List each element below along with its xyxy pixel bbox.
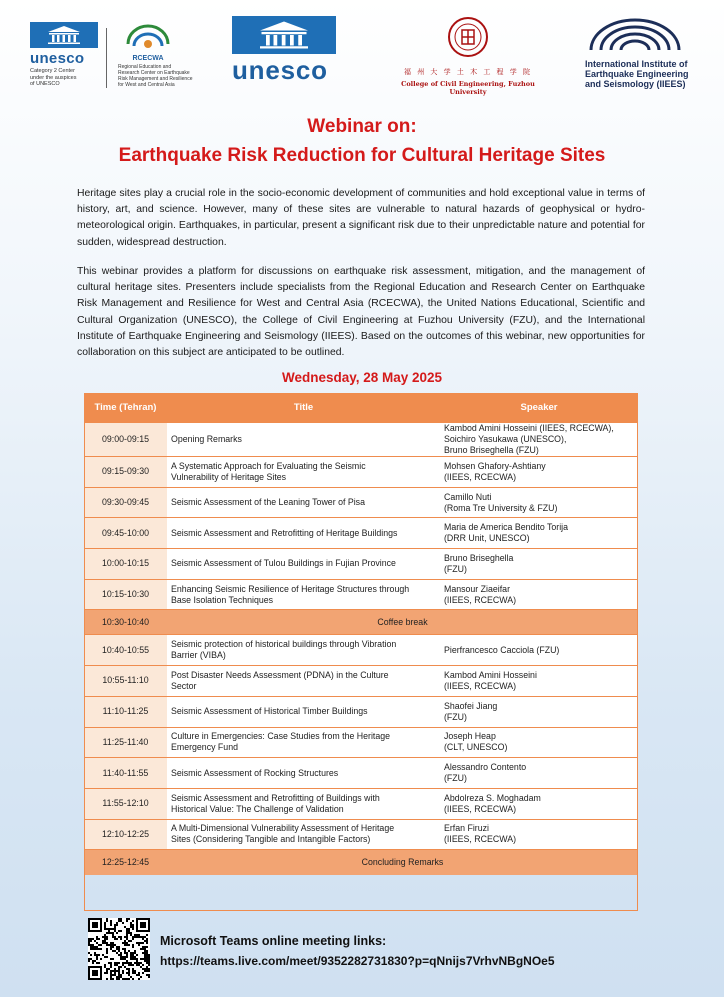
speaker-cell: [440, 819, 638, 850]
table-row: [84, 487, 638, 518]
table-row: [84, 518, 638, 549]
unesco-subtext: Category 2 Center under the auspices of UNESCO: [30, 68, 77, 87]
speaker-cell: [440, 666, 638, 697]
session-title-cell: Concluding Remarks: [167, 850, 638, 876]
session-title-cell: [167, 788, 440, 819]
time-cell: 11:40-11:55: [84, 758, 167, 789]
speaker-line: Pierfrancesco Cacciola (FZU): [444, 644, 560, 655]
speaker-cell: [440, 727, 638, 758]
speaker-line: Camillo Nuti: [444, 491, 492, 502]
speaker-cell: [440, 696, 638, 727]
time-cell: 10:00-10:15: [84, 549, 167, 580]
teams-meeting-link[interactable]: https://teams.live.com/meet/9352282731830?p=qNnijs7VrhvNBgNOe5: [160, 954, 555, 968]
table-row: [84, 819, 638, 850]
session-title-line: Opening Remarks: [171, 434, 242, 444]
speaker-line: Abdolreza S. Moghadam: [444, 792, 541, 803]
session-title-line: Base Isolation Techniques: [171, 594, 274, 605]
session-title-cell: [167, 457, 440, 488]
qr-code-icon: [88, 918, 150, 980]
rcecwa-emblem-icon: [118, 24, 178, 50]
table-band-row: [84, 610, 638, 635]
session-title-cell: [167, 819, 440, 850]
table-row: [84, 579, 638, 610]
column-header-speaker: Speaker: [440, 393, 638, 423]
time-cell: 10:15-10:30: [84, 579, 167, 610]
speaker-line: (DRR Unit, UNESCO): [444, 533, 530, 544]
speaker-cell: [440, 487, 638, 518]
speaker-cell: [440, 549, 638, 580]
time-cell: 09:00-09:15: [84, 423, 167, 457]
logo-divider: [106, 28, 107, 88]
session-title-cell: [167, 579, 440, 610]
session-title-line: Seismic Assessment and Retrofitting of Buildings with: [171, 792, 380, 803]
rcecwa-subtext: Regional Education and Research Center on Earthquake Risk Management and Resilience for West and Central Asia: [118, 64, 193, 88]
fzu-chinese-name: 福 州 大 学 土 木 工 程 学 院: [403, 68, 533, 76]
speaker-line: (FZU): [444, 563, 467, 574]
speaker-line: (IIEES, RCECWA): [444, 803, 517, 814]
speaker-cell: [440, 635, 638, 666]
time-cell: 12:10-12:25: [84, 819, 167, 850]
session-title-cell: [167, 635, 440, 666]
session-title-cell: Coffee break: [167, 610, 638, 635]
session-title-line: Historical Value: The Challenge of Validation: [171, 803, 344, 814]
speaker-line: Kambod Amini Hosseini (IIEES, RCECWA),: [444, 423, 614, 433]
session-title-line: A Systematic Approach for Evaluating the Seismic: [171, 460, 366, 471]
session-title-cell: [167, 423, 440, 457]
webinar-heading: Webinar on:: [307, 116, 417, 137]
session-title-line: Seismic protection of historical buildings through Vibration: [171, 639, 397, 650]
table-row: [84, 457, 638, 488]
table-row: [84, 423, 638, 457]
speaker-line: (CLT, UNESCO): [444, 742, 508, 753]
fzu-seal-icon: [447, 16, 489, 58]
time-cell: 10:40-10:55: [84, 635, 167, 666]
unesco-temple-icon: [30, 22, 98, 48]
speaker-line: (FZU): [444, 773, 467, 784]
speaker-cell: [440, 423, 638, 457]
speaker-line: Maria de America Bendito Torija: [444, 522, 569, 533]
iiees-logo: [585, 16, 720, 89]
speaker-line: Mansour Ziaeifar: [444, 583, 511, 594]
speaker-cell: [440, 579, 638, 610]
session-title-cell: [167, 487, 440, 518]
session-title-cell: [167, 758, 440, 789]
speaker-line: (Roma Tre University & FZU): [444, 502, 558, 513]
table-row: [84, 549, 638, 580]
rcecwa-logo: [118, 24, 223, 88]
table-band-row: [84, 850, 638, 876]
table-row: [84, 788, 638, 819]
session-title-cell: [167, 666, 440, 697]
session-title-line: Sector: [171, 680, 197, 691]
speaker-line: Soichiro Yasukawa (UNESCO),: [444, 434, 567, 444]
session-title-line: Post Disaster Needs Assessment (PDNA) in the Culture: [171, 669, 389, 680]
iiees-name: International Institute of Earthquake Engineering and Seismology (IIEES): [585, 59, 689, 89]
session-title-line: Seismic Assessment of Tulou Buildings in Fujian Province: [171, 558, 396, 569]
speaker-line: (IIEES, RCECWA): [444, 471, 517, 482]
session-title-line: Emergency Fund: [171, 742, 238, 753]
time-cell: 11:10-11:25: [84, 696, 167, 727]
speaker-line: (FZU): [444, 711, 467, 722]
unesco-wordmark: unesco: [232, 55, 328, 85]
speaker-cell: [440, 758, 638, 789]
time-cell: 10:55-11:10: [84, 666, 167, 697]
speaker-line: Kambod Amini Hosseini: [444, 669, 537, 680]
unesco-temple-icon: [232, 16, 336, 54]
intro-paragraph-1: Heritage sites play a crucial role in the socio-economic development of communities and hold exceptional value in terms of history, art, and science. However, many of these sites are vulnerable to natural hazards of geophysical or hydro-meteorological origin. Earthquakes, in particular, present a significant risk due to their unpredictable nature and potential for sudden, widespread destruction.: [77, 188, 645, 248]
table-row: [84, 635, 638, 666]
column-header-time: Time (Tehran): [84, 393, 167, 423]
time-cell: 11:55-12:10: [84, 788, 167, 819]
session-title-line: Barrier (VIBA): [171, 650, 226, 661]
speaker-line: Joseph Heap: [444, 731, 496, 742]
session-title-line: Enhancing Seismic Resilience of Heritage Structures through: [171, 583, 410, 594]
session-title-line: Vulnerability of Heritage Sites: [171, 471, 287, 482]
speaker-line: (IIEES, RCECWA): [444, 594, 517, 605]
time-cell: 09:30-09:45: [84, 487, 167, 518]
session-title-line: Seismic Assessment and Retrofitting of Heritage Buildings: [171, 527, 398, 538]
speaker-cell: [440, 518, 638, 549]
table-row: [84, 758, 638, 789]
time-cell: 09:45-10:00: [84, 518, 167, 549]
speaker-line: (IIEES, RCECWA): [444, 680, 517, 691]
speaker-line: Shaofei Jiang: [444, 700, 498, 711]
session-title-cell: [167, 518, 440, 549]
webinar-title: Earthquake Risk Reduction for Cultural Heritage Sites: [118, 145, 606, 166]
iiees-arcs-icon: [585, 16, 685, 52]
speaker-line: Bruno Briseghella (FZU): [444, 445, 539, 455]
session-title-cell: [167, 696, 440, 727]
teams-label: Microsoft Teams online meeting links:: [160, 934, 387, 948]
speaker-cell: [440, 788, 638, 819]
session-title-line: A Multi-Dimensional Vulnerability Assessment of Heritage: [171, 823, 395, 834]
table-header-row: [84, 393, 638, 423]
time-cell: 09:15-09:30: [84, 457, 167, 488]
column-header-title: Title: [167, 393, 440, 423]
schedule-table: [84, 393, 638, 911]
fzu-english-name: College of Civil Engineering, Fuzhou University: [401, 80, 535, 96]
speaker-line: Mohsen Ghafory-Ashtiany: [444, 460, 546, 471]
intro-paragraph-2: This webinar provides a platform for discussions on earthquake risk assessment, mitigation, and the management of cultural heritage sites. Presenters include specialists from the Regional Education and Research Center on Earthquake Risk Management and Resilience for West and Central Asia (RCECWA), the United Nations Educational, Scientific and Cultural Organization (UNESCO), the College of Civil Engineering at Fuzhou University (FZU), and the International Institute of Earthquake Engineering and Seismology (IIEES). Based on the outcomes of this webinar, new opportunities for collaboration on this subject are anticipated to be outlined.: [77, 266, 645, 359]
webinar-date: Wednesday, 28 May 2025: [281, 370, 443, 385]
speaker-line: Bruno Briseghella: [444, 552, 514, 563]
speaker-line: (IIEES, RCECWA): [444, 834, 517, 845]
unesco-wordmark: unesco: [30, 50, 85, 67]
logo-row: [0, 0, 724, 100]
time-cell: 11:25-11:40: [84, 727, 167, 758]
session-title-line: Culture in Emergencies: Case Studies from the Heritage: [171, 731, 391, 742]
speaker-cell: [440, 457, 638, 488]
speaker-line: Alessandro Contento: [444, 762, 527, 773]
session-title-line: Sites (Considering Tangible and Intangible Factors): [171, 834, 371, 845]
time-cell: 10:30-10:40: [84, 610, 167, 635]
session-title-line: Seismic Assessment of Historical Timber Buildings: [171, 706, 368, 717]
session-title-cell: [167, 549, 440, 580]
table-row: [84, 727, 638, 758]
time-cell: 12:25-12:45: [84, 850, 167, 876]
unesco-logo: [232, 16, 336, 84]
session-title-line: Seismic Assessment of Rocking Structures: [171, 767, 339, 778]
session-title-line: Seismic Assessment of the Leaning Tower of Pisa: [171, 497, 365, 508]
session-title-cell: [167, 727, 440, 758]
table-row: [84, 696, 638, 727]
rcecwa-label: RCECWA: [132, 55, 164, 62]
table-row: [84, 666, 638, 697]
fzu-logo: [388, 16, 548, 96]
speaker-line: Erfan Firuzi: [444, 823, 489, 834]
unesco-category2-logo: [30, 22, 100, 88]
